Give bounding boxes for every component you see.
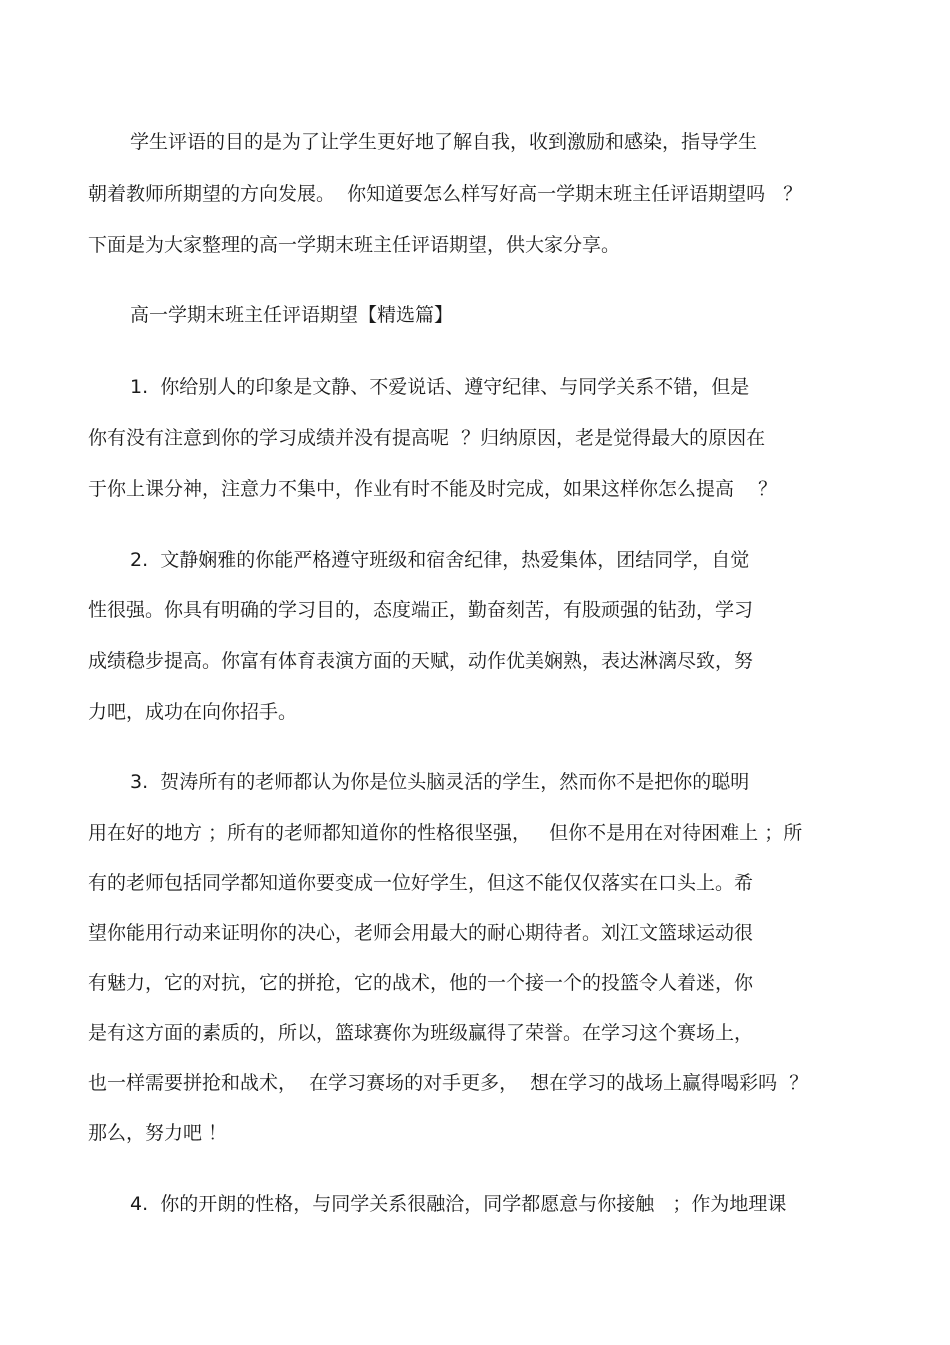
item-1-line: 你有没有注意到你的学习成绩并没有提高呢 ？归纳原因，老是觉得最大的原因在 bbox=[88, 427, 766, 449]
intro-line: 朝着教师所期望的方向发展。 你知道要怎么样写好高一学期末班主任评语期望吗 ？ bbox=[88, 183, 803, 205]
item-4-line: 4. 你的开朗的性格，与同学关系很融洽，同学都愿意与你接触 ；作为地理课 bbox=[130, 1193, 787, 1215]
item-2-line: 2. 文静娴雅的你能严格遵守班级和宿舍纪律，热爱集体，团结同学，自觉 bbox=[130, 549, 750, 571]
intro-line: 下面是为大家整理的高一学期末班主任评语期望，供大家分享。 bbox=[88, 234, 621, 256]
item-3-line: 3. 贺涛所有的老师都认为你是位头脑灵活的学生，然而你不是把你的聪明 bbox=[130, 771, 750, 793]
item-3-line: 也一样需要拼抢和战术， 在学习赛场的对手更多， 想在学习的战场上赢得喝彩吗 ？ bbox=[88, 1072, 809, 1094]
item-3-line: 是有这方面的素质的，所以，篮球赛你为班级赢得了荣誉。在学习这个赛场上， bbox=[88, 1022, 754, 1044]
item-1-line: 于你上课分神，注意力不集中，作业有时不能及时完成，如果这样你怎么提高 ？ bbox=[88, 478, 778, 500]
section-title: 高一学期末班主任评语期望【精选篇】 bbox=[130, 304, 454, 326]
item-2-line: 成绩稳步提高。你富有体育表演方面的天赋，动作优美娴熟，表达淋漓尽致，努 bbox=[88, 650, 754, 672]
item-3-line: 那么，努力吧 ！ bbox=[88, 1122, 228, 1144]
item-2-line: 性很强。你具有明确的学习目的，态度端正，勤奋刻苦，有股顽强的钻劲，学习 bbox=[88, 599, 754, 621]
intro-line: 学生评语的目的是为了让学生更好地了解自我，收到激励和感染，指导学生 bbox=[130, 131, 758, 153]
item-1-line: 1. 你给别人的印象是文静、不爱说话、遵守纪律、与同学关系不错，但是 bbox=[130, 376, 750, 398]
item-3-line: 有的老师包括同学都知道你要变成一位好学生，但这不能仅仅落实在口头上。希 bbox=[88, 872, 754, 894]
item-3-line: 用在好的地方 ；所有的老师都知道你的性格很坚强， 但你不是用在对待困难上 ；所 bbox=[88, 822, 803, 844]
item-2-line: 力吧，成功在向你招手。 bbox=[88, 701, 298, 723]
item-3-line: 望你能用行动来证明你的决心，老师会用最大的耐心期待者。刘江文篮球运动很 bbox=[88, 922, 754, 944]
item-3-line: 有魅力，它的对抗，它的拼抢，它的战术，他的一个接一个的投篮令人着迷，你 bbox=[88, 972, 754, 994]
